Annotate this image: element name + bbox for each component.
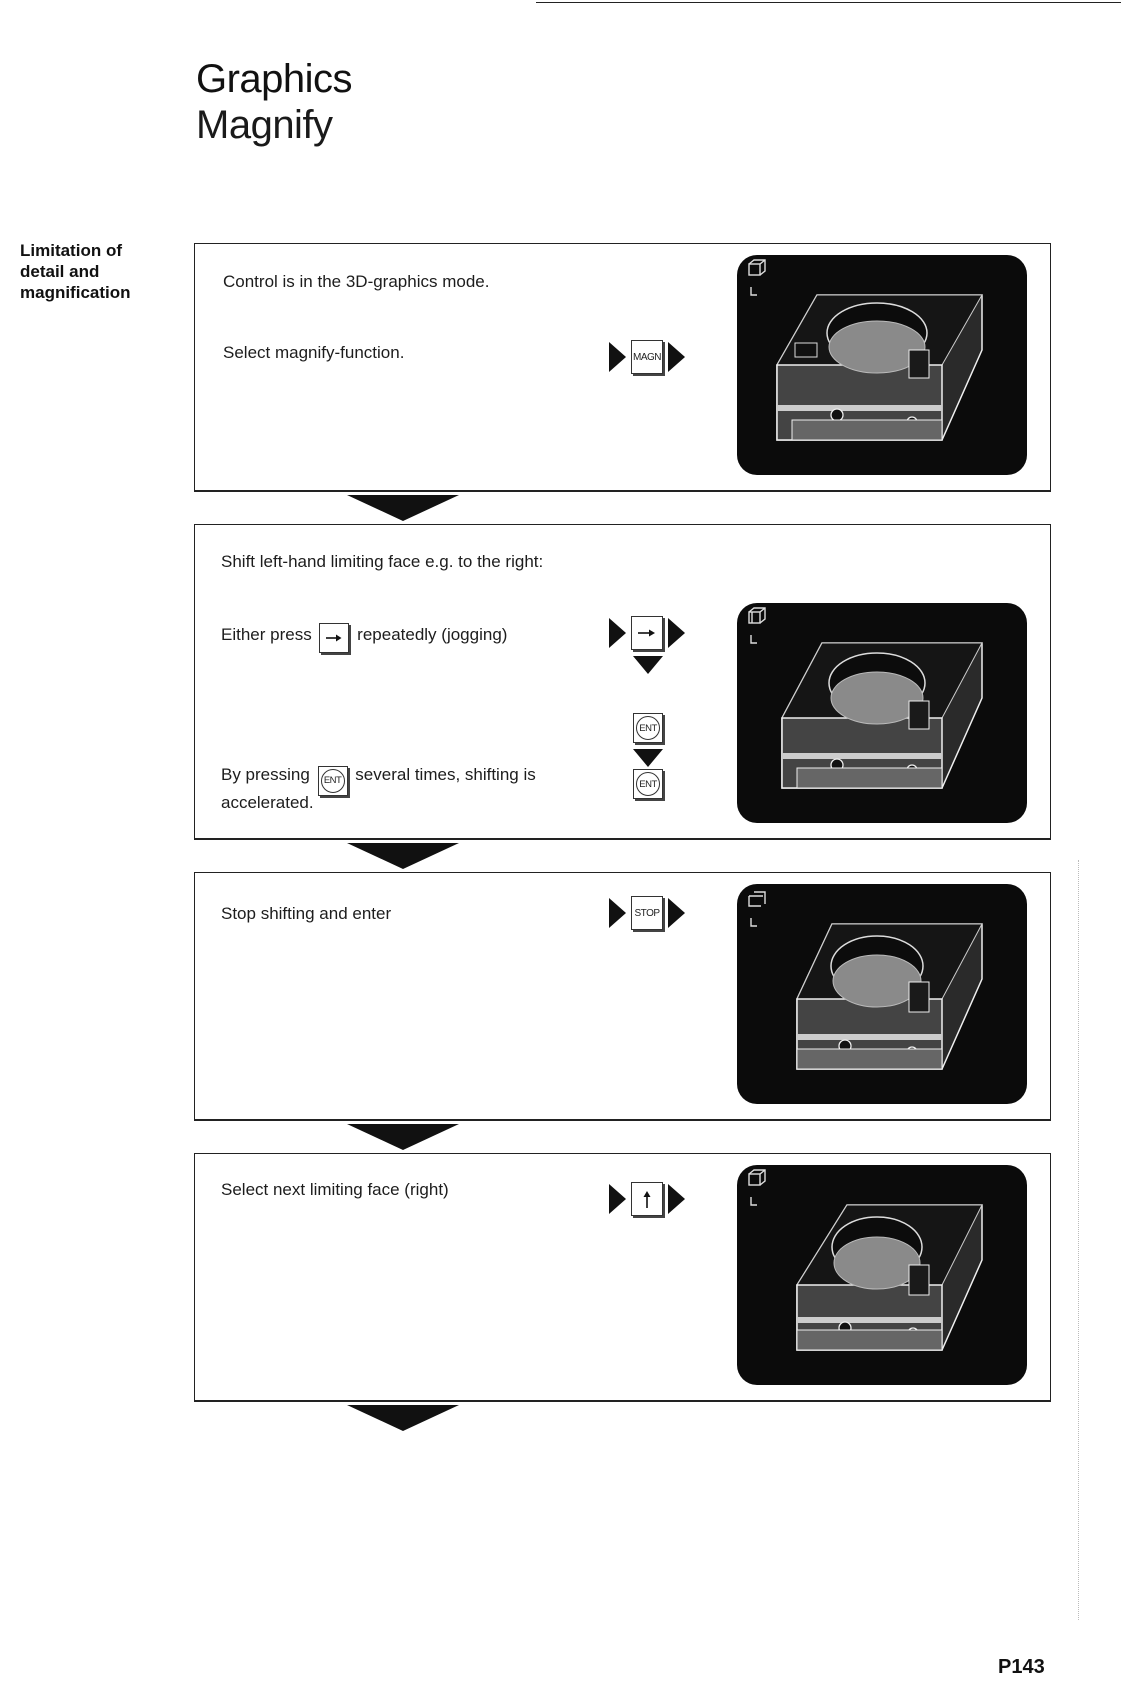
step1-key-sequence <box>609 340 685 374</box>
pressing-line2: accelerated. <box>221 793 314 812</box>
step-panel-2 <box>194 524 1051 840</box>
play-triangle-icon <box>668 1184 685 1214</box>
step2-pressing-text <box>221 763 536 813</box>
play-triangle-icon <box>668 342 685 372</box>
ent-key-button[interactable] <box>633 713 663 743</box>
either-suffix: repeatedly (jogging) <box>357 625 508 644</box>
step3-text: Stop shifting and enter <box>221 904 392 923</box>
graphics-screen-2 <box>737 603 1027 823</box>
play-triangle-icon <box>668 898 685 928</box>
arrow-up-key-button[interactable] <box>631 1182 663 1216</box>
step-panel-1 <box>194 243 1051 492</box>
step4-key-sequence <box>609 1182 685 1216</box>
page-title <box>196 56 352 148</box>
pressing-prefix: By pressing <box>221 765 310 784</box>
margin-dotted-line <box>1078 860 1079 1620</box>
graphics-screen-1 <box>737 255 1027 475</box>
workpiece-3d-image <box>737 1165 1027 1385</box>
down-arrow-icon <box>347 495 459 521</box>
arrow-right-key-icon <box>325 633 343 643</box>
ent-key-label: ENT <box>321 769 345 793</box>
title-graphics: Graphics <box>196 57 353 101</box>
step1-text-select: Select magnify-function. <box>223 343 405 362</box>
step4-text: Select next limiting face (right) <box>221 1180 449 1199</box>
either-prefix: Either press <box>221 625 312 644</box>
stop-key-button[interactable]: STOP <box>631 896 663 930</box>
down-arrow-icon <box>347 843 459 869</box>
section-heading: Limitation of detail and magnification <box>20 241 131 302</box>
title-magnify: Magnify <box>196 103 333 147</box>
graphics-screen-3 <box>737 884 1027 1104</box>
arrow-right-key-inline[interactable] <box>319 623 349 653</box>
play-triangle-icon <box>609 898 626 928</box>
step3-key-sequence <box>609 896 685 930</box>
step-panel-3 <box>194 872 1051 1121</box>
top-rule <box>536 2 1121 3</box>
arrow-right-key-icon <box>637 628 657 638</box>
workpiece-3d-image <box>737 255 1027 475</box>
step1-text-mode: Control is in the 3D-graphics mode. <box>223 272 490 291</box>
play-triangle-icon <box>609 618 626 648</box>
pressing-suffix: several times, shifting is <box>355 765 536 784</box>
arrow-up-key-icon <box>642 1189 652 1209</box>
ent-key-label: ENT <box>636 772 660 796</box>
workpiece-3d-image <box>737 603 1027 823</box>
arrow-right-key-button[interactable] <box>631 616 663 650</box>
step2-either-text <box>221 620 507 650</box>
workpiece-3d-image <box>737 884 1027 1104</box>
magn-key-button[interactable]: MAGN <box>631 340 663 374</box>
play-triangle-icon <box>609 1184 626 1214</box>
play-triangle-icon <box>609 342 626 372</box>
ent-key-label: ENT <box>636 716 660 740</box>
ent-key-button-repeat[interactable] <box>633 769 663 799</box>
down-arrow-icon <box>633 749 663 767</box>
down-arrow-icon <box>347 1124 459 1150</box>
down-arrow-icon <box>633 656 663 674</box>
step2-key-sequence <box>609 616 685 650</box>
graphics-screen-4 <box>737 1165 1027 1385</box>
step-panel-4 <box>194 1153 1051 1402</box>
step2-heading: Shift left-hand limiting face e.g. to the right: <box>221 552 544 571</box>
down-arrow-icon <box>347 1405 459 1431</box>
ent-key-inline[interactable] <box>318 766 348 796</box>
page-number: P143 <box>998 1656 1045 1678</box>
play-triangle-icon <box>668 618 685 648</box>
